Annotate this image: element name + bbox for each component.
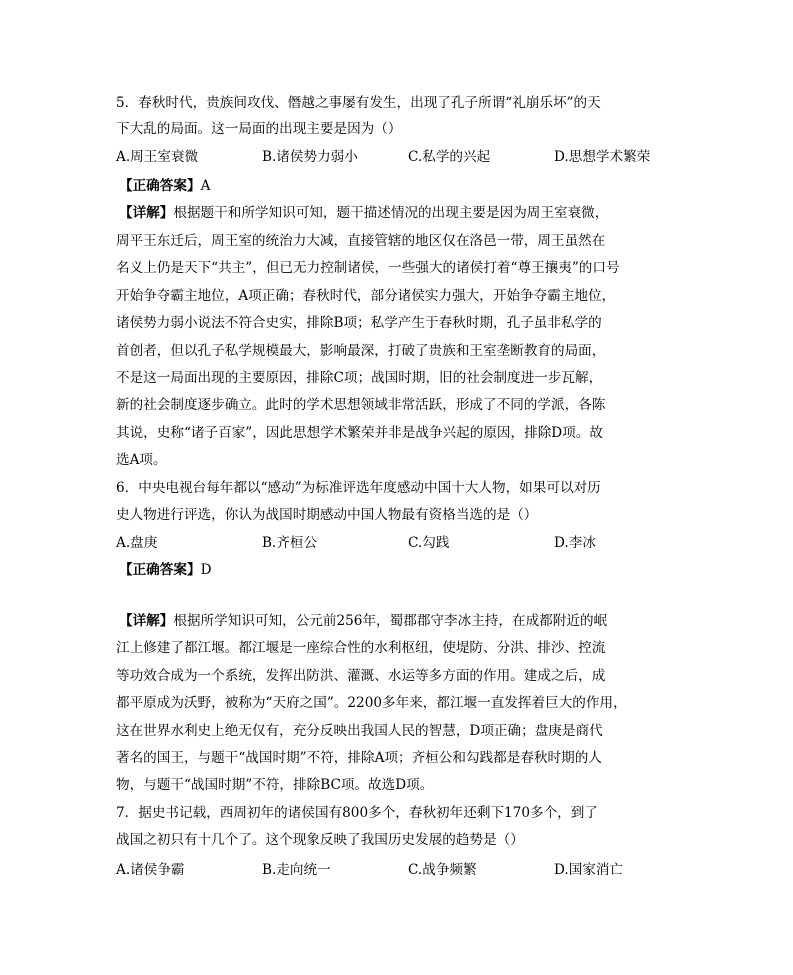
question-6-stem-line-1: 6．中央电视台每年都以“感动”为标准评选年度感动中国十大人物，如果可以对历 [116,480,601,496]
detail-text: 根据题干和所学知识可知，题干描述情况的出现主要是因为周王室衰微， [173,205,609,221]
answer-value: D [200,562,212,578]
detail-text: 根据所学知识可知，公元前256年，蜀郡郡守李冰主持，在成都附近的岷 [173,613,608,629]
option-d: D.李冰 [554,535,596,551]
question-5-detail-line-3: 名义上仍是天下“共主”，但已无力控制诸侯，一些强大的诸侯打着“尊王攘夷”的口号 [116,260,620,276]
question-7-stem-line-1: 7．据史书记载，西周初年的诸侯国有800多个，春秋初年还剩下170多个，到了 [116,805,598,821]
question-5-detail-line-7: 不是这一局面出现的主要原因，排除C项；战国时期，旧的社会制度进一步瓦解， [116,370,603,386]
question-5-detail-line-5: 诸侯势力弱小说法不符合史实，排除B项；私学产生于春秋时期，孔子虽非私学的 [116,315,602,331]
question-6-stem-line-2: 史人物进行评选，你认为战国时期感动中国人物最有资格当选的是（） [116,507,538,523]
option-b: B.齐桓公 [262,535,318,551]
question-5-detail-line-2: 周平王东迁后，周王室的统治力大减，直接管辖的地区仅在洛邑一带，周王虽然在 [116,233,606,249]
question-5-stem-line-1: 5．春秋时代，贵族间攻伐、僭越之事屡有发生，出现了孔子所谓“礼崩乐坏”的天 [116,95,601,111]
question-6-detail-line-4: 都平原成为沃野，被称为“天府之国”。2200多年来，都江堰一直发挥着巨大的作用， [116,695,627,711]
question-5-detail-line-8: 新的社会制度逐步确立。此时的学术思想领域非常活跃，形成了不同的学派，各陈 [116,397,606,413]
question-5-detail-line-6: 首创者，但以孔子私学规模最大，影响最深，打破了贵族和王室垄断教育的局面， [116,343,606,359]
question-5-answer [119,177,210,195]
question-6-detail-line-7: 物，与题干“战国时期”不符，排除BC项。故选D项。 [116,777,434,793]
detail-tag: 【详解】 [119,613,174,629]
option-d: D.国家消亡 [554,862,624,878]
answer-value: A [200,178,211,194]
question-7-stem-line-2: 战国之初只有十几个了。这个现象反映了我国历史发展的趋势是（） [116,832,524,848]
question-5-detail-line-1 [119,204,608,222]
option-b: B.诸侯势力弱小 [262,149,358,165]
option-c: C.私学的兴起 [408,149,491,165]
question-6-detail-line-5: 这在世界水利史上绝无仅有，充分反映出我国人民的智慧，D项正确；盘庚是商代 [116,723,603,739]
option-a: A.周王室衰微 [116,149,199,165]
question-5-detail-line-9: 其说，史称“诸子百家”，因此思想学术繁荣并非是战争兴起的原因，排除D项。故 [116,425,603,441]
detail-tag: 【详解】 [119,205,174,221]
question-5-detail-line-4: 开始争夺霸主地位，A项正确；春秋时代，部分诸侯实力强大，开始争夺霸主地位， [116,288,616,304]
question-6-detail-line-2: 江上修建了都江堰。都江堰是一座综合性的水利枢纽，使堤防、分洪、排沙、控流 [116,640,606,656]
question-5-detail-line-10: 选A项。 [116,452,167,468]
question-5-stem-line-2: 下大乱的局面。这一局面的出现主要是因为（） [116,121,402,137]
option-a: A.诸侯争霸 [116,862,185,878]
option-b: B.走向统一 [262,862,331,878]
option-a: A.盘庚 [116,535,158,551]
question-6-detail-line-3: 等功效合成为一个系统，发挥出防洪、灌溉、水运等多方面的作用。建成之后，成 [116,668,606,684]
question-6-detail-line-6: 著名的国王，与题干“战国时期”不符，排除A项；齐桓公和勾践都是春秋时期的人 [116,750,602,766]
option-c: C.勾践 [408,535,450,551]
option-c: C.战争频繁 [408,862,477,878]
answer-tag: 【正确答案】 [119,562,201,578]
question-6-answer [119,561,211,579]
option-d: D.思想学术繁荣 [554,149,651,165]
answer-tag: 【正确答案】 [119,178,201,194]
question-6-detail-line-1 [119,612,607,630]
